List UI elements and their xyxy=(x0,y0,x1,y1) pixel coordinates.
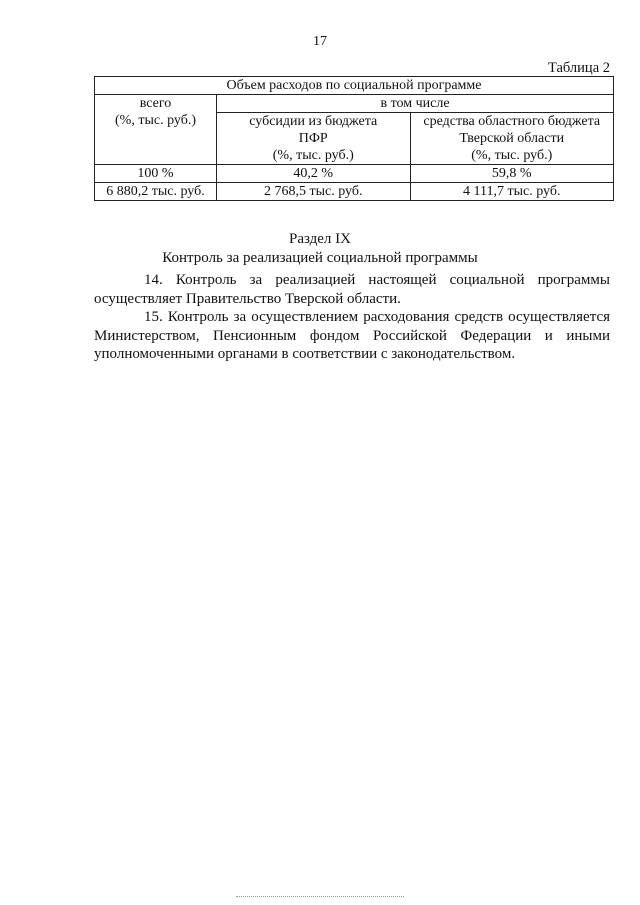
page-number: 17 xyxy=(313,34,327,49)
header-including-cell: в том числе xyxy=(217,95,614,113)
table-cell: 59,8 % xyxy=(410,165,614,183)
header-total-cell: всего (%, тыс. руб.) xyxy=(95,95,217,165)
table-header-row xyxy=(95,95,614,113)
scan-artifact-line xyxy=(236,896,404,897)
table-cell: 6 880,2 тыс. руб. xyxy=(95,183,217,201)
paragraph-14: 14. Контроль за реализацией настоящей социальной программы осуществляет Правительство Тверской области. xyxy=(94,272,610,307)
table-caption: Таблица 2 xyxy=(547,60,610,76)
header-regional-cell: средства областного бюджета Тверской области (%, тыс. руб.) xyxy=(410,113,614,165)
table-cell: 100 % xyxy=(95,165,217,183)
section-number: Раздел IX xyxy=(288,231,351,247)
section-title: Контроль за реализацией социальной программы xyxy=(162,250,478,266)
table-row xyxy=(95,165,614,183)
table-header-row xyxy=(95,77,614,95)
table-cell: 40,2 % xyxy=(217,165,410,183)
table-cell: 2 768,5 тыс. руб. xyxy=(217,183,410,201)
expenses-table xyxy=(94,76,614,201)
header-main-cell: Объем расходов по социальной программе xyxy=(95,77,614,95)
body-text xyxy=(94,271,610,364)
table-row xyxy=(95,183,614,201)
table-cell: 4 111,7 тыс. руб. xyxy=(410,183,614,201)
header-pfr-cell: субсидии из бюджета ПФР (%, тыс. руб.) xyxy=(217,113,410,165)
paragraph-15: 15. Контроль за осуществлением расходования средств осуществляется Министерством, Пенсионным фондом Российской Федерации и иными уполномоченными органами в соответствии с законодательством. xyxy=(94,309,610,362)
section-heading xyxy=(0,230,640,268)
